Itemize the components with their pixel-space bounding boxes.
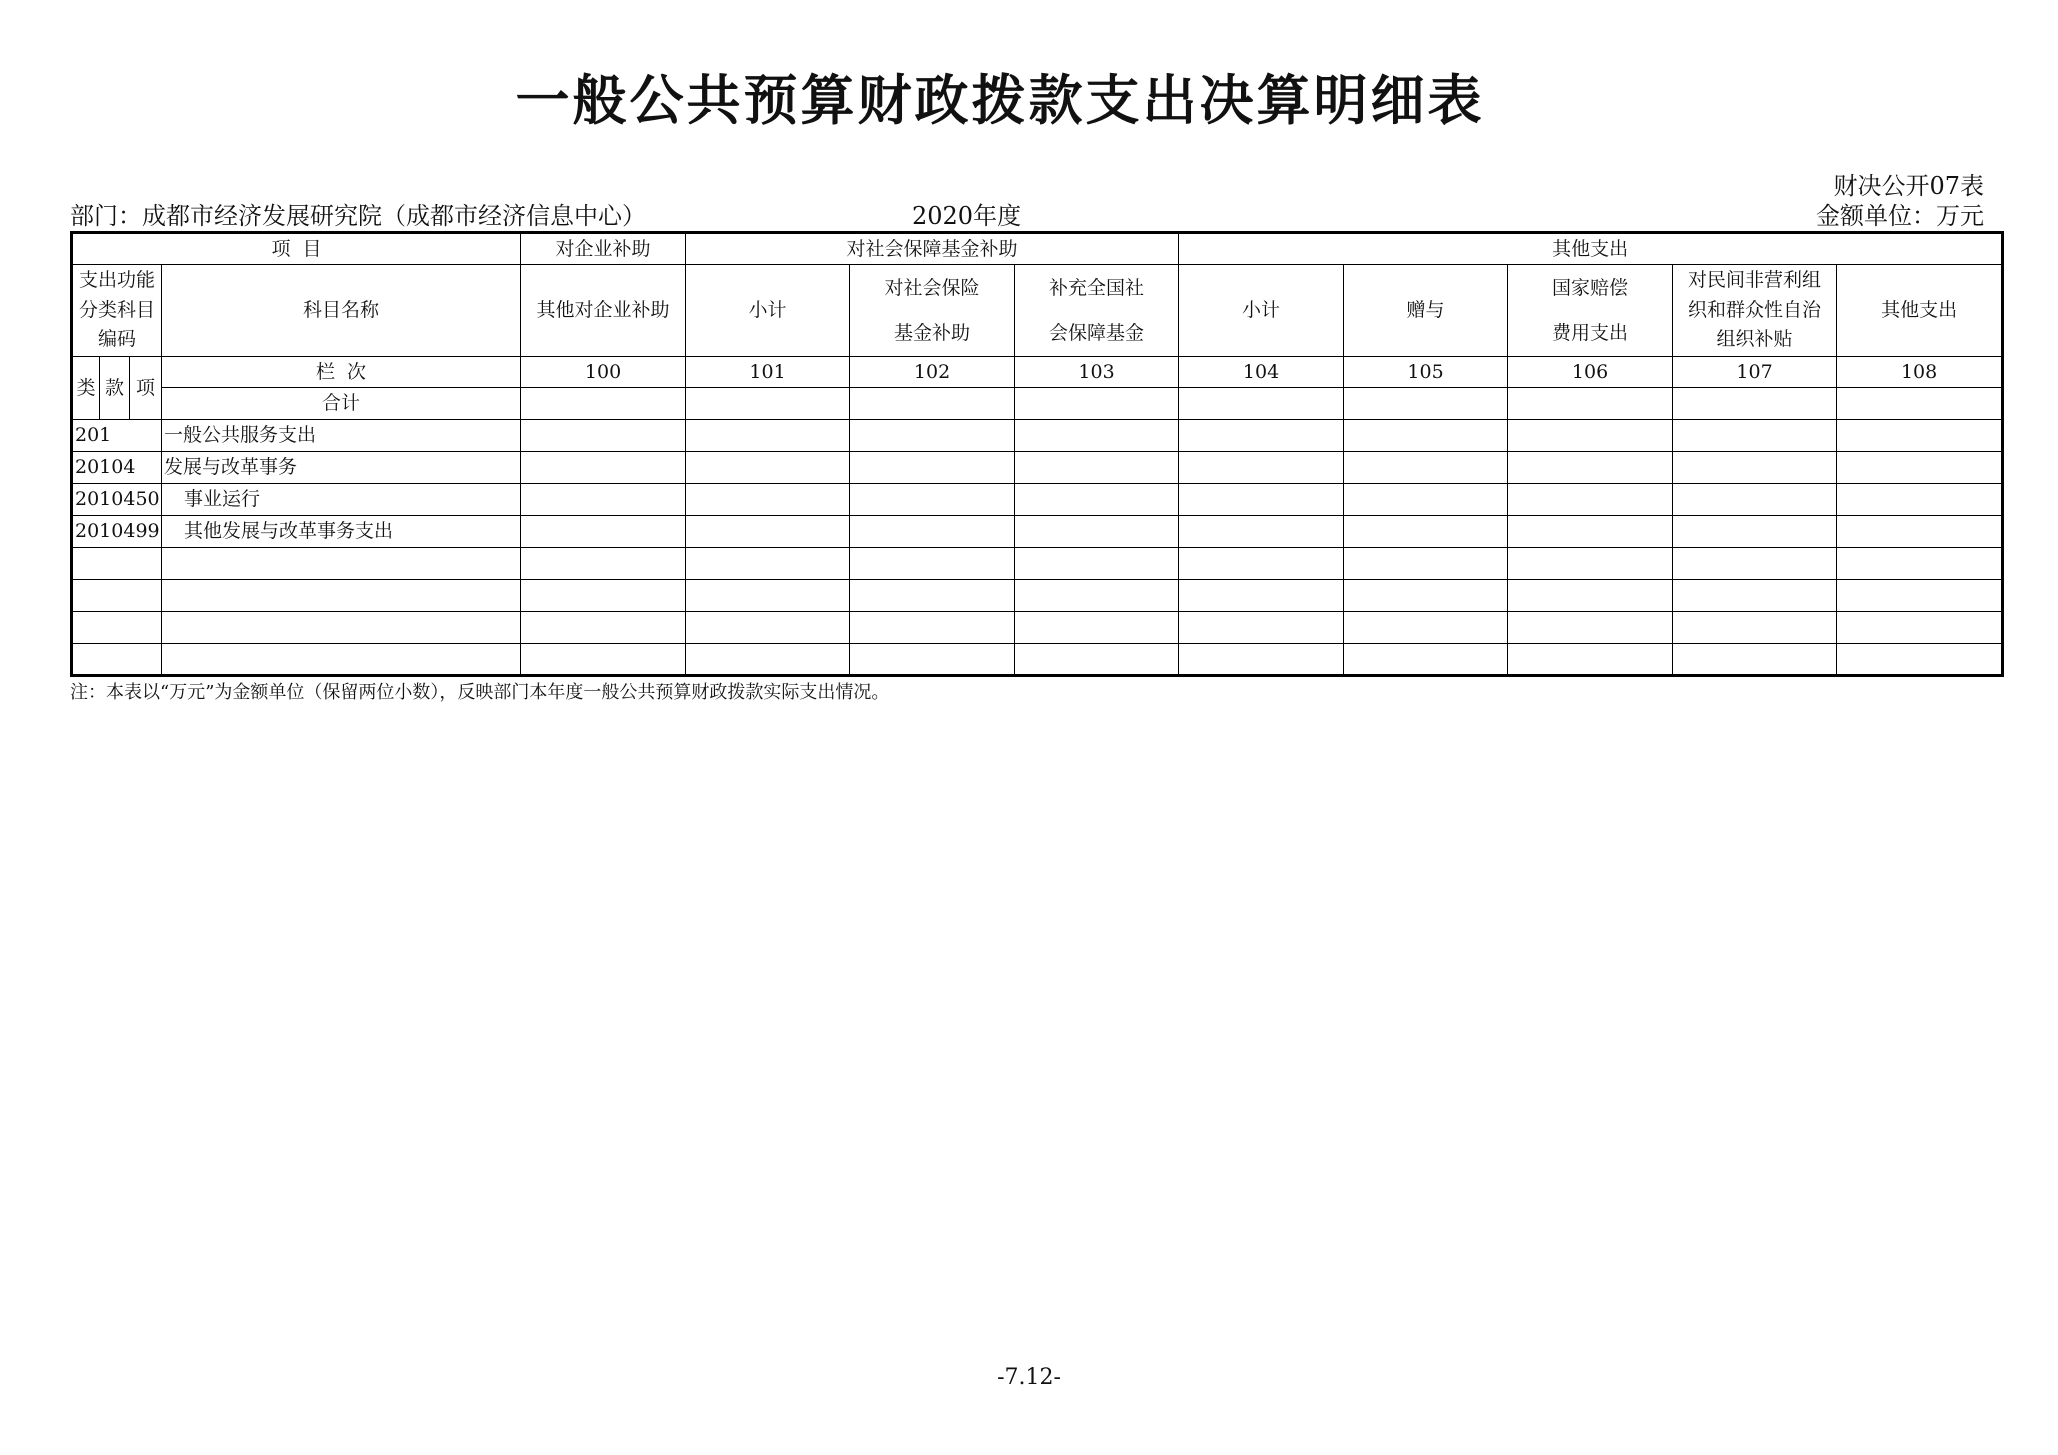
empty-cell bbox=[162, 612, 521, 644]
empty-cell bbox=[1179, 612, 1344, 644]
empty-cell bbox=[521, 580, 686, 612]
page-title: 一般公共预算财政拨款支出决算明细表 bbox=[515, 69, 1485, 132]
empty-cell bbox=[1508, 612, 1673, 644]
data-cell bbox=[1179, 452, 1344, 484]
total-cell bbox=[1179, 388, 1344, 420]
data-cell bbox=[686, 420, 850, 452]
header-social-security-subsidy: 对社会保障基金补助 bbox=[686, 233, 1179, 265]
data-cell bbox=[1508, 452, 1673, 484]
data-cell bbox=[686, 516, 850, 548]
empty-cell bbox=[162, 580, 521, 612]
total-cell bbox=[1015, 388, 1179, 420]
header-project: 项 目 bbox=[72, 233, 521, 265]
col-num-104: 104 bbox=[1179, 357, 1344, 388]
data-cell bbox=[1508, 516, 1673, 548]
empty-cell bbox=[686, 580, 850, 612]
header-xiang: 项 bbox=[130, 357, 162, 420]
form-number: 财决公开07表 bbox=[1833, 172, 1984, 200]
data-cell bbox=[1344, 420, 1508, 452]
empty-cell bbox=[1015, 548, 1179, 580]
row-code: 201 bbox=[72, 420, 162, 452]
header-enterprise-subsidy: 对企业补助 bbox=[521, 233, 686, 265]
empty-cell bbox=[1179, 644, 1344, 676]
expenditure-table bbox=[70, 231, 2004, 677]
empty-cell bbox=[850, 548, 1015, 580]
total-cell bbox=[1344, 388, 1508, 420]
data-cell bbox=[1179, 484, 1344, 516]
col-num-105: 105 bbox=[1344, 357, 1508, 388]
empty-cell bbox=[686, 644, 850, 676]
empty-cell bbox=[72, 644, 162, 676]
header-func-code: 支出功能分类科目编码 bbox=[72, 265, 162, 357]
empty-cell bbox=[1837, 548, 2003, 580]
data-cell bbox=[1179, 420, 1344, 452]
empty-cell bbox=[162, 644, 521, 676]
table-row bbox=[72, 420, 2003, 452]
total-cell bbox=[1673, 388, 1837, 420]
col-num-106: 106 bbox=[1508, 357, 1673, 388]
table-row bbox=[72, 516, 2003, 548]
col-header-other: 其他支出 bbox=[1837, 265, 2003, 357]
empty-cell bbox=[1673, 548, 1837, 580]
empty-cell bbox=[521, 612, 686, 644]
page-number: -7.12- bbox=[997, 1365, 1061, 1390]
amount-unit: 金额单位：万元 bbox=[1816, 202, 1984, 230]
empty-cell bbox=[1344, 580, 1508, 612]
row-name: 事业运行 bbox=[162, 484, 521, 516]
data-cell bbox=[1837, 452, 2003, 484]
col-num-108: 108 bbox=[1837, 357, 2003, 388]
empty-cell bbox=[1673, 644, 1837, 676]
empty-cell bbox=[1344, 644, 1508, 676]
total-label: 合计 bbox=[162, 388, 521, 420]
row-code: 2010450 bbox=[72, 484, 162, 516]
row-name: 一般公共服务支出 bbox=[162, 420, 521, 452]
row-col-label: 栏 次 bbox=[162, 357, 521, 388]
data-cell bbox=[686, 484, 850, 516]
empty-cell bbox=[1015, 612, 1179, 644]
col-header-other-enterprise-subsidy: 其他对企业补助 bbox=[521, 265, 686, 357]
empty-cell bbox=[72, 548, 162, 580]
empty-cell bbox=[72, 612, 162, 644]
data-cell bbox=[850, 452, 1015, 484]
total-cell bbox=[686, 388, 850, 420]
data-cell bbox=[850, 484, 1015, 516]
data-cell bbox=[521, 452, 686, 484]
col-header-state-compensation: 国家赔偿费用支出 bbox=[1508, 265, 1673, 357]
empty-cell bbox=[1508, 644, 1673, 676]
data-cell bbox=[1673, 452, 1837, 484]
empty-cell bbox=[1179, 580, 1344, 612]
data-cell bbox=[1837, 420, 2003, 452]
data-cell bbox=[1673, 420, 1837, 452]
data-cell bbox=[1837, 516, 2003, 548]
row-name: 其他发展与改革事务支出 bbox=[162, 516, 521, 548]
empty-cell bbox=[1508, 548, 1673, 580]
total-cell bbox=[1837, 388, 2003, 420]
data-cell bbox=[1179, 516, 1344, 548]
table-row bbox=[72, 484, 2003, 516]
total-cell bbox=[850, 388, 1015, 420]
col-num-100: 100 bbox=[521, 357, 686, 388]
table-row bbox=[72, 452, 2003, 484]
empty-cell bbox=[686, 612, 850, 644]
data-cell bbox=[850, 420, 1015, 452]
empty-cell bbox=[521, 644, 686, 676]
row-code: 2010499 bbox=[72, 516, 162, 548]
footnote: 注：本表以“万元”为金额单位（保留两位小数），反映部门本年度一般公共预算财政拨款实际支出情况。 bbox=[70, 682, 890, 703]
col-num-101: 101 bbox=[686, 357, 850, 388]
data-cell bbox=[686, 452, 850, 484]
empty-cell bbox=[1673, 612, 1837, 644]
data-cell bbox=[1344, 484, 1508, 516]
data-cell bbox=[850, 516, 1015, 548]
fiscal-year: 2020年度 bbox=[912, 202, 1022, 230]
col-header-subtotal-other: 小计 bbox=[1179, 265, 1344, 357]
total-cell bbox=[521, 388, 686, 420]
col-num-102: 102 bbox=[850, 357, 1015, 388]
header-kuan: 款 bbox=[100, 357, 130, 420]
empty-cell bbox=[1673, 580, 1837, 612]
total-cell bbox=[1508, 388, 1673, 420]
data-cell bbox=[1344, 516, 1508, 548]
data-cell bbox=[1837, 484, 2003, 516]
empty-cell bbox=[1015, 644, 1179, 676]
data-cell bbox=[1015, 516, 1179, 548]
data-cell bbox=[521, 484, 686, 516]
data-cell bbox=[1344, 452, 1508, 484]
data-cell bbox=[1015, 452, 1179, 484]
empty-cell bbox=[1837, 612, 2003, 644]
col-num-107: 107 bbox=[1673, 357, 1837, 388]
col-header-subtotal-social: 小计 bbox=[686, 265, 850, 357]
data-cell bbox=[521, 420, 686, 452]
row-name: 发展与改革事务 bbox=[162, 452, 521, 484]
data-cell bbox=[1508, 484, 1673, 516]
col-header-social-insurance-fund: 对社会保险基金补助 bbox=[850, 265, 1015, 357]
empty-cell bbox=[521, 548, 686, 580]
header-lei: 类 bbox=[72, 357, 100, 420]
empty-row bbox=[72, 548, 2003, 580]
header-subject-name: 科目名称 bbox=[162, 265, 521, 357]
col-num-103: 103 bbox=[1015, 357, 1179, 388]
data-cell bbox=[1673, 484, 1837, 516]
empty-cell bbox=[850, 612, 1015, 644]
empty-cell bbox=[1508, 580, 1673, 612]
empty-cell bbox=[850, 644, 1015, 676]
empty-cell bbox=[1344, 548, 1508, 580]
empty-row bbox=[72, 612, 2003, 644]
department-label: 部门：成都市经济发展研究院（成都市经济信息中心） bbox=[70, 202, 646, 230]
data-cell bbox=[1673, 516, 1837, 548]
data-cell bbox=[1015, 484, 1179, 516]
col-header-national-social-security-fund: 补充全国社会保障基金 bbox=[1015, 265, 1179, 357]
data-cell bbox=[1015, 420, 1179, 452]
col-header-gift: 赠与 bbox=[1344, 265, 1508, 357]
empty-cell bbox=[1837, 644, 2003, 676]
empty-cell bbox=[686, 548, 850, 580]
empty-row bbox=[72, 580, 2003, 612]
empty-row bbox=[72, 644, 2003, 676]
col-header-nonprofit-subsidy: 对民间非营利组织和群众性自治组织补贴 bbox=[1673, 265, 1837, 357]
data-cell bbox=[1508, 420, 1673, 452]
header-other-expenditure: 其他支出 bbox=[1179, 233, 2003, 265]
empty-cell bbox=[1179, 548, 1344, 580]
empty-cell bbox=[72, 580, 162, 612]
empty-cell bbox=[1837, 580, 2003, 612]
empty-cell bbox=[162, 548, 521, 580]
row-code: 20104 bbox=[72, 452, 162, 484]
empty-cell bbox=[1344, 612, 1508, 644]
empty-cell bbox=[1015, 580, 1179, 612]
data-cell bbox=[521, 516, 686, 548]
empty-cell bbox=[850, 580, 1015, 612]
